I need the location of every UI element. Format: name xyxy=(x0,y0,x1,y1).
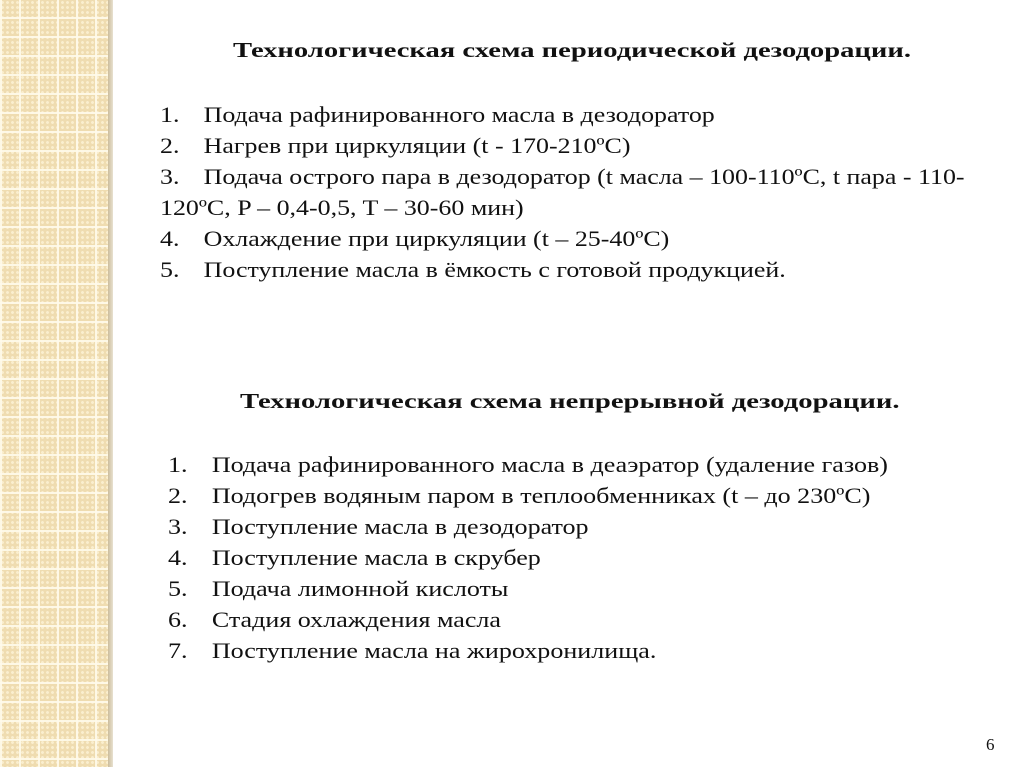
item-number: 2. xyxy=(160,133,180,158)
item-number: 1. xyxy=(168,452,188,477)
item-text: Охлаждение при циркуляции (t – 25-40ºC) xyxy=(203,226,670,251)
item-text: Поступление масла в дезодоратор xyxy=(211,514,589,539)
item-number: 4. xyxy=(168,545,188,570)
item-text: Поступление масла в ёмкость с готовой продукцией. xyxy=(203,257,786,282)
item-text: 120ºC, P – 0,4-0,5, T – 30-60 мин) xyxy=(160,195,524,220)
item-text: Поступление масла на жирохронилища. xyxy=(211,638,657,663)
list-item xyxy=(168,480,888,511)
list-item xyxy=(168,511,888,542)
list-item xyxy=(160,254,965,285)
item-number: 2. xyxy=(168,483,188,508)
section1-list xyxy=(160,99,965,285)
list-item xyxy=(168,573,888,604)
item-text: Поступление масла в скрубер xyxy=(211,545,541,570)
item-number: 7. xyxy=(168,638,188,663)
item-number: 6. xyxy=(168,607,188,632)
item-number: 3. xyxy=(160,164,180,189)
item-number: 5. xyxy=(160,257,180,282)
list-item xyxy=(160,99,965,130)
item-text: Подача рафинированного масла в деаэратор (удаление газов) xyxy=(211,452,888,477)
item-number: 4. xyxy=(160,226,180,251)
item-number: 1. xyxy=(160,102,180,127)
item-text: Подача рафинированного масла в дезодоратор xyxy=(203,102,715,127)
border-shadow xyxy=(108,0,113,767)
item-number: 3. xyxy=(168,514,188,539)
item-text: Подача лимонной кислоты xyxy=(211,576,509,601)
list-item xyxy=(160,223,965,254)
list-item xyxy=(168,542,888,573)
list-item xyxy=(168,449,888,480)
item-text: Подача острого пара в дезодоратор (t масла – 100-110ºC, t пара - 110- xyxy=(203,164,965,189)
item-text: Нагрев при циркуляции (t - 170-210ºC) xyxy=(203,133,631,158)
list-item xyxy=(168,635,888,666)
section1-title: Технологическая схема периодической дезодорации. xyxy=(233,38,911,62)
list-item xyxy=(160,161,965,223)
item-number: 5. xyxy=(168,576,188,601)
decorative-border xyxy=(0,0,108,767)
section2-list xyxy=(168,449,888,666)
section2-title: Технологическая схема непрерывной дезодорации. xyxy=(240,389,900,413)
item-text: Подогрев водяным паром в теплообменниках (t – до 230ºC) xyxy=(211,483,871,508)
list-item xyxy=(168,604,888,635)
page-number: 6 xyxy=(986,735,995,754)
item-text: Стадия охлаждения масла xyxy=(211,607,501,632)
list-item xyxy=(160,130,965,161)
